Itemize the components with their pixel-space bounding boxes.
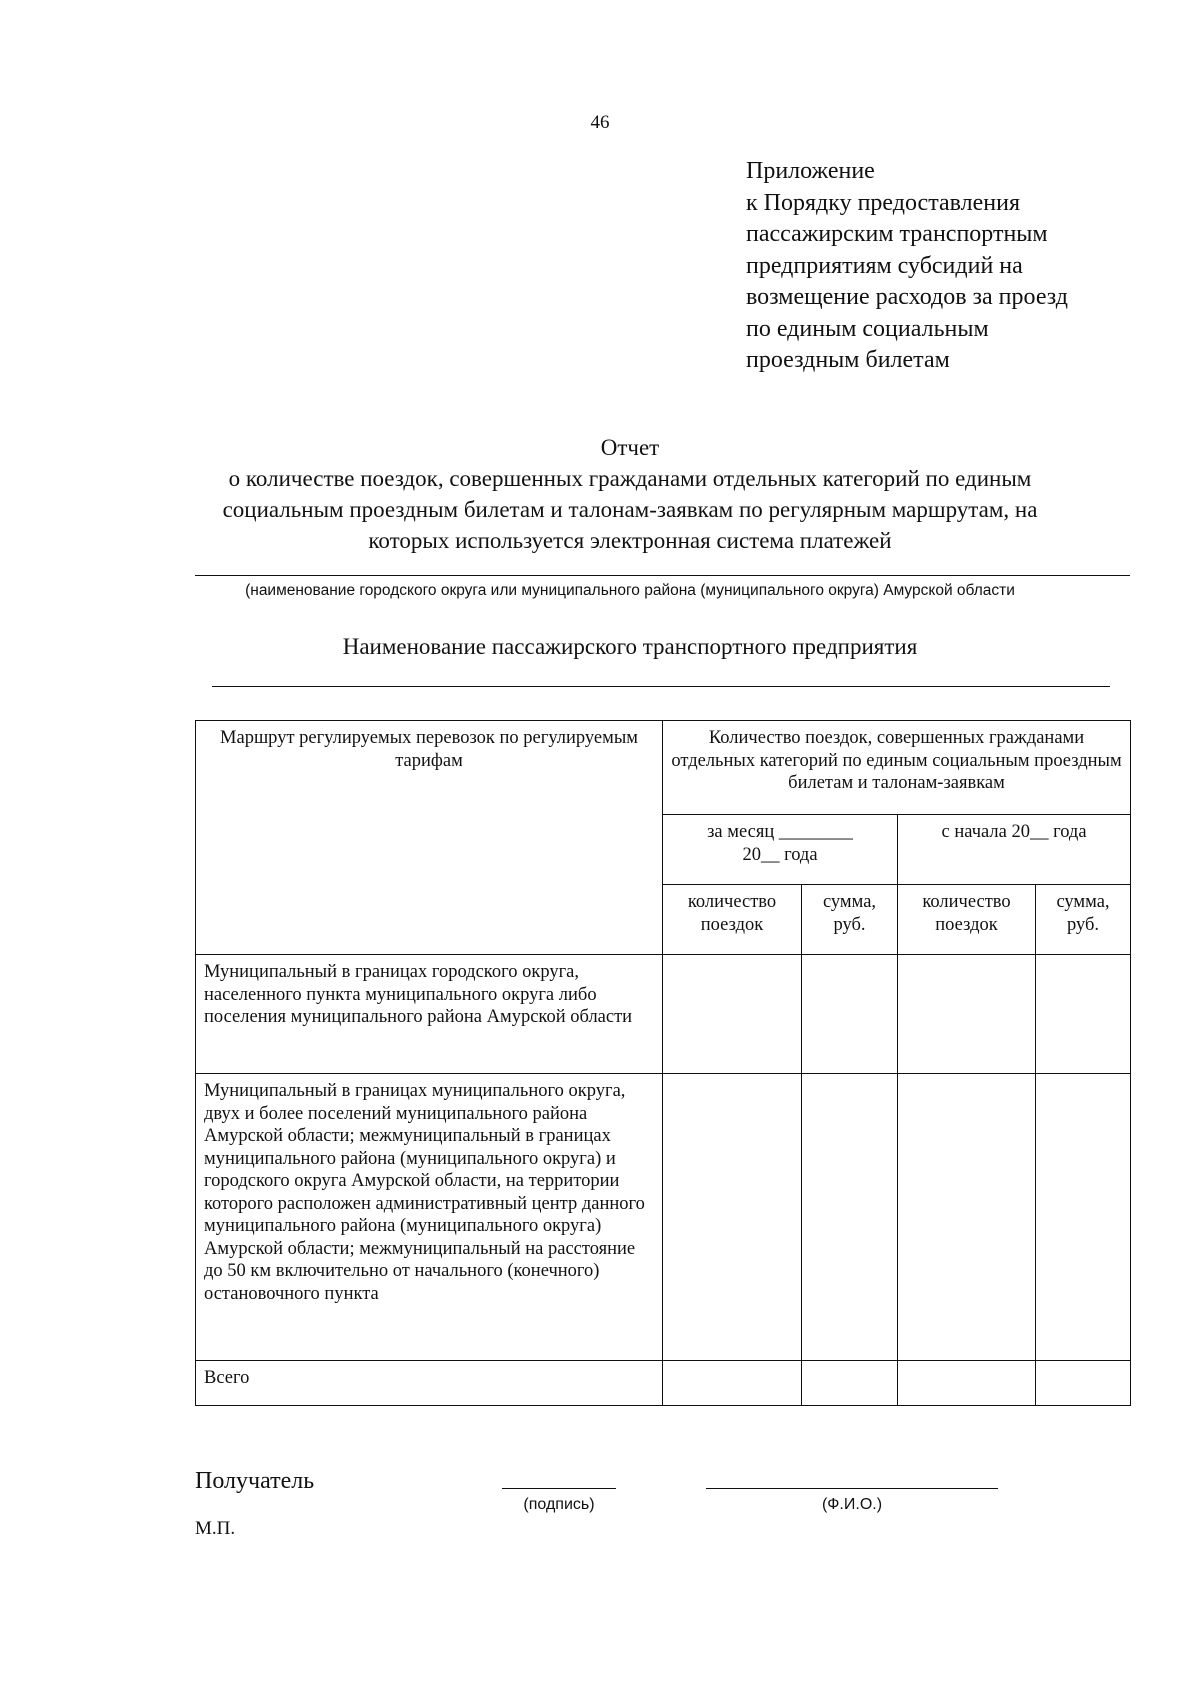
total-cell: Всего <box>196 1361 663 1406</box>
company-label: Наименование пассажирского транспортного предприятия <box>342 634 918 659</box>
table-row <box>196 1074 1131 1361</box>
period-month-header <box>663 815 898 885</box>
col-trip-count-month: количество поездок <box>663 885 802 955</box>
route-cell: Муниципальный в границах муниципального округа, двух и более поселений муниципального района Амурской области; межмуниципальный в границах муниципального района (муниципального округа) и городского округа Амурской области, на территории которого расположен административный центр данного муниципального района (муниципального округа) Амурской области; межмуниципальный на расстояние до 50 км включительно от начального (конечного) остановочного пункта <box>196 1074 663 1361</box>
table-row <box>196 955 1131 1074</box>
appendix-line: пассажирским транспортным <box>746 221 1048 247</box>
appendix-line: по единым социальным <box>746 315 989 342</box>
table-row <box>196 1361 1131 1406</box>
stamp-label: М.П. <box>195 1518 236 1539</box>
empty-cell <box>1036 955 1131 1074</box>
report-title <box>150 432 1110 556</box>
col-sum-month: сумма, руб. <box>802 885 898 955</box>
report-title-line: социальным проездным билетам и талонам-заявкам по регулярным маршрутам, на <box>222 497 1038 522</box>
col-trip-count-year: количество поездок <box>898 885 1036 955</box>
appendix-line: к Порядку предоставления <box>746 189 1021 216</box>
empty-cell <box>1036 1074 1131 1361</box>
trips-header: Количество поездок, совершенных гражданами отдельных категорий по единым социальным проездным билетам и талонам-заявкам <box>663 721 1131 815</box>
name-caption: (Ф.И.О.) <box>821 1496 883 1513</box>
col-sum-year: сумма, руб. <box>1036 885 1131 955</box>
report-title-line: о количестве поездок, совершенных гражданами отдельных категорий по единым <box>228 466 1032 491</box>
recipient-label: Получатель <box>195 1468 315 1494</box>
region-caption: (наименование городского округа или муниципального района (муниципального округа) Амурской области <box>245 582 1015 599</box>
empty-cell <box>802 1074 898 1361</box>
signature-line <box>502 1488 616 1489</box>
empty-cell <box>802 955 898 1074</box>
region-fill-line <box>195 575 1130 576</box>
period-month-year: 20__ года <box>742 844 818 865</box>
appendix-line: Приложение <box>746 158 875 184</box>
empty-cell <box>898 955 1036 1074</box>
signature-caption: (подпись) <box>523 1496 595 1513</box>
period-month-line: за месяц ________ <box>707 822 853 842</box>
route-cell: Муниципальный в границах городского округа, населенного пункта муниципального округа либо поселения муниципального района Амурской области <box>196 955 663 1074</box>
empty-cell <box>898 1361 1036 1406</box>
empty-cell <box>1036 1361 1131 1406</box>
appendix-line: возмещение расходов за проезд <box>746 284 1069 310</box>
appendix-line: предприятиям субсидий на <box>746 252 1023 279</box>
empty-cell <box>663 1074 802 1361</box>
name-line <box>706 1488 998 1489</box>
empty-cell <box>663 955 802 1074</box>
appendix-block <box>746 156 1068 377</box>
empty-cell <box>802 1361 898 1406</box>
empty-cell <box>663 1361 802 1406</box>
route-header: Маршрут регулируемых перевозок по регулируемым тарифам <box>196 721 663 955</box>
report-table <box>195 720 1131 1406</box>
report-title-line: Отчет <box>600 435 660 460</box>
report-title-line: которых используется электронная система платежей <box>368 528 892 553</box>
empty-cell <box>898 1074 1036 1361</box>
appendix-line: проездным билетам <box>746 347 950 373</box>
page-number: 46 <box>590 112 610 133</box>
company-fill-line <box>212 686 1110 687</box>
period-year-header: с начала 20__ года <box>898 815 1131 885</box>
